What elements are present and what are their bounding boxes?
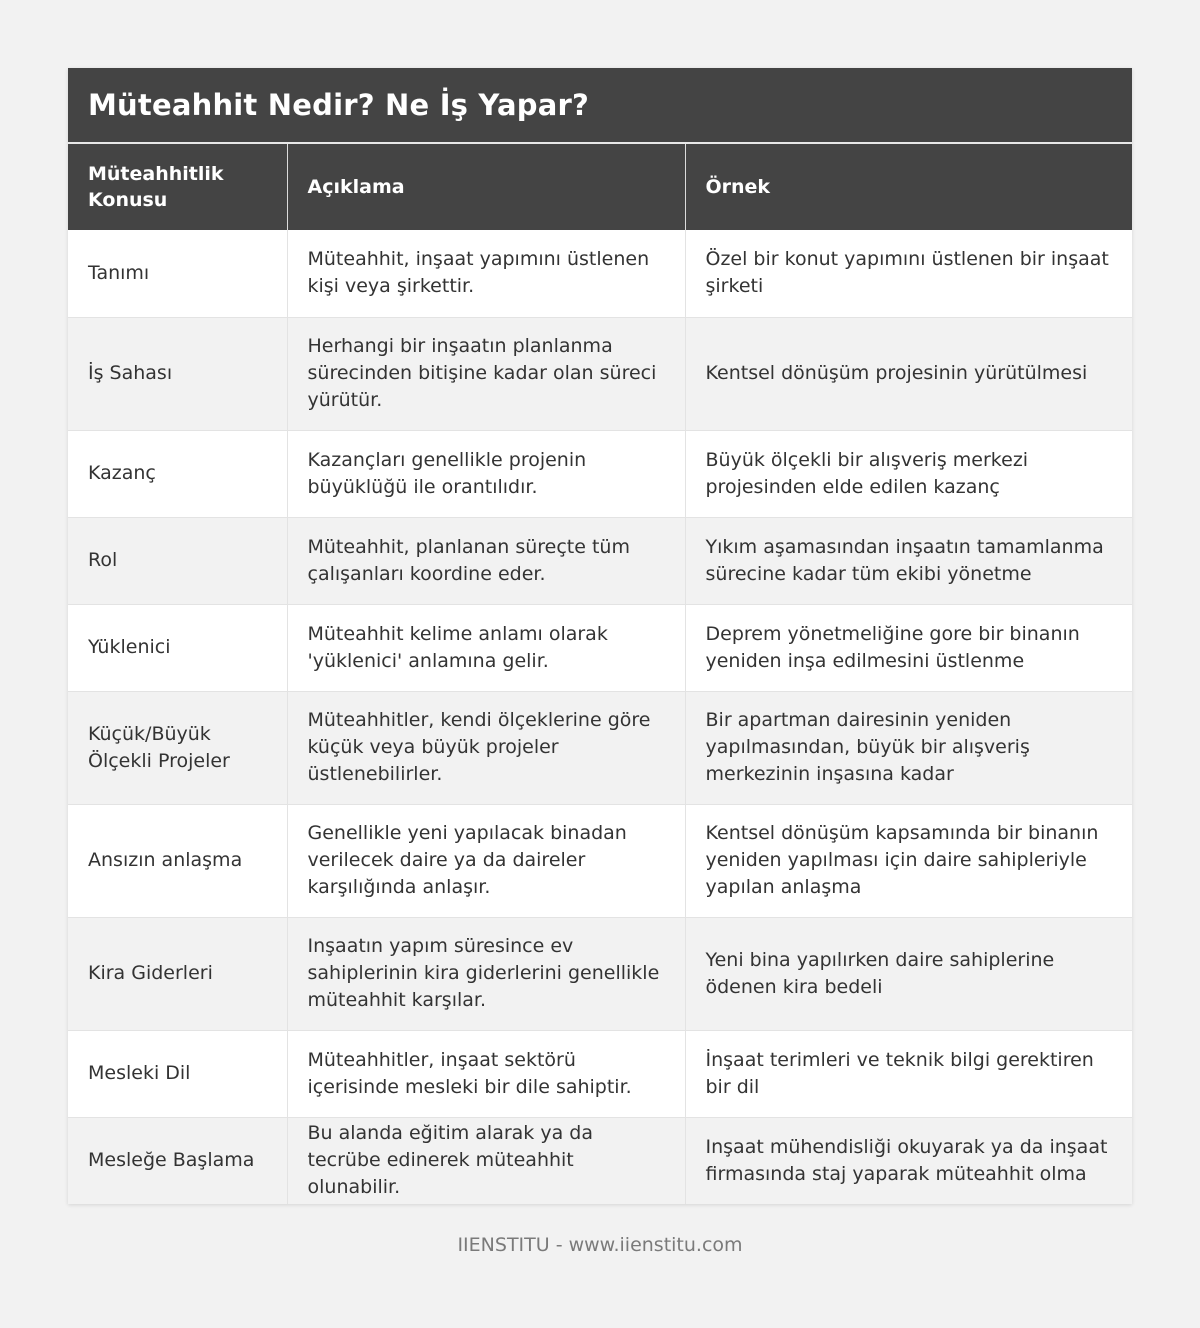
cell-description: Genellikle yeni yapılacak binadan verilecek daire ya da daireler karşılığında anlaşır. bbox=[287, 804, 685, 917]
cell-example: Kentsel dönüşüm projesinin yürütülmesi bbox=[685, 317, 1132, 430]
cell-example: Deprem yönetmeliğine gore bir binanın yeniden inşa edilmesini üstlenme bbox=[685, 604, 1132, 691]
cell-example: Inşaat mühendisliği okuyarak ya da inşaat firmasında staj yaparak müteahhit olma bbox=[685, 1117, 1132, 1204]
cell-description: Müteahhit, inşaat yapımını üstlenen kişi veya şirkettir. bbox=[287, 230, 685, 317]
info-table bbox=[68, 144, 1132, 1204]
table-row bbox=[68, 230, 1132, 317]
title-bar bbox=[68, 68, 1132, 144]
column-header-description: Açıklama bbox=[287, 144, 685, 230]
content-card bbox=[68, 68, 1132, 1204]
cell-example: Özel bir konut yapımını üstlenen bir inşaat şirketi bbox=[685, 230, 1132, 317]
cell-description: Kazançları genellikle projenin büyüklüğü ile orantılıdır. bbox=[287, 430, 685, 517]
cell-description: Müteahhitler, kendi ölçeklerine göre küçük veya büyük projeler üstlenebilirler. bbox=[287, 691, 685, 804]
table-row bbox=[68, 804, 1132, 917]
cell-topic: Mesleki Dil bbox=[68, 1030, 287, 1117]
table-row bbox=[68, 317, 1132, 430]
cell-topic: Kira Giderleri bbox=[68, 917, 287, 1030]
cell-topic: Mesleğe Başlama bbox=[68, 1117, 287, 1204]
cell-topic: Tanımı bbox=[68, 230, 287, 317]
cell-description: Müteahhit, planlanan süreçte tüm çalışanları koordine eder. bbox=[287, 517, 685, 604]
cell-topic: Rol bbox=[68, 517, 287, 604]
cell-topic: Ansızın anlaşma bbox=[68, 804, 287, 917]
cell-description: Bu alanda eğitim alarak ya da tecrübe edinerek müteahhit olunabilir. bbox=[287, 1117, 685, 1204]
table-row bbox=[68, 430, 1132, 517]
column-header-example: Örnek bbox=[685, 144, 1132, 230]
cell-example: Büyük ölçekli bir alışveriş merkezi projesinden elde edilen kazanç bbox=[685, 430, 1132, 517]
column-header-topic: Müteahhitlik Konusu bbox=[68, 144, 287, 230]
table-row bbox=[68, 604, 1132, 691]
cell-example: İnşaat terimleri ve teknik bilgi gerektiren bir dil bbox=[685, 1030, 1132, 1117]
cell-description: Müteahhitler, inşaat sektörü içerisinde mesleki bir dile sahiptir. bbox=[287, 1030, 685, 1117]
cell-example: Bir apartman dairesinin yeniden yapılmasından, büyük bir alışveriş merkezinin inşasına kadar bbox=[685, 691, 1132, 804]
cell-topic: Küçük/Büyük Ölçekli Projeler bbox=[68, 691, 287, 804]
cell-example: Kentsel dönüşüm kapsamında bir binanın yeniden yapılması için daire sahipleriyle yapılan anlaşma bbox=[685, 804, 1132, 917]
table-row bbox=[68, 517, 1132, 604]
table-row bbox=[68, 1030, 1132, 1117]
page-title: Müteahhit Nedir? Ne İş Yapar? bbox=[88, 88, 589, 122]
cell-description: Inşaatın yapım süresince ev sahiplerinin kira giderlerini genellikle müteahhit karşılar. bbox=[287, 917, 685, 1030]
table-row bbox=[68, 917, 1132, 1030]
cell-example: Yıkım aşamasından inşaatın tamamlanma sürecine kadar tüm ekibi yönetme bbox=[685, 517, 1132, 604]
footer-credit: IIENSTITU - www.iienstitu.com bbox=[457, 1234, 743, 1256]
cell-topic: Kazanç bbox=[68, 430, 287, 517]
table-row bbox=[68, 1117, 1132, 1204]
cell-example: Yeni bina yapılırken daire sahiplerine ödenen kira bedeli bbox=[685, 917, 1132, 1030]
cell-topic: Yüklenici bbox=[68, 604, 287, 691]
table-row bbox=[68, 691, 1132, 804]
cell-description: Herhangi bir inşaatın planlanma sürecinden bitişine kadar olan süreci yürütür. bbox=[287, 317, 685, 430]
cell-description: Müteahhit kelime anlamı olarak 'yüklenici' anlamına gelir. bbox=[287, 604, 685, 691]
cell-topic: İş Sahası bbox=[68, 317, 287, 430]
table-header-row bbox=[68, 144, 1132, 230]
